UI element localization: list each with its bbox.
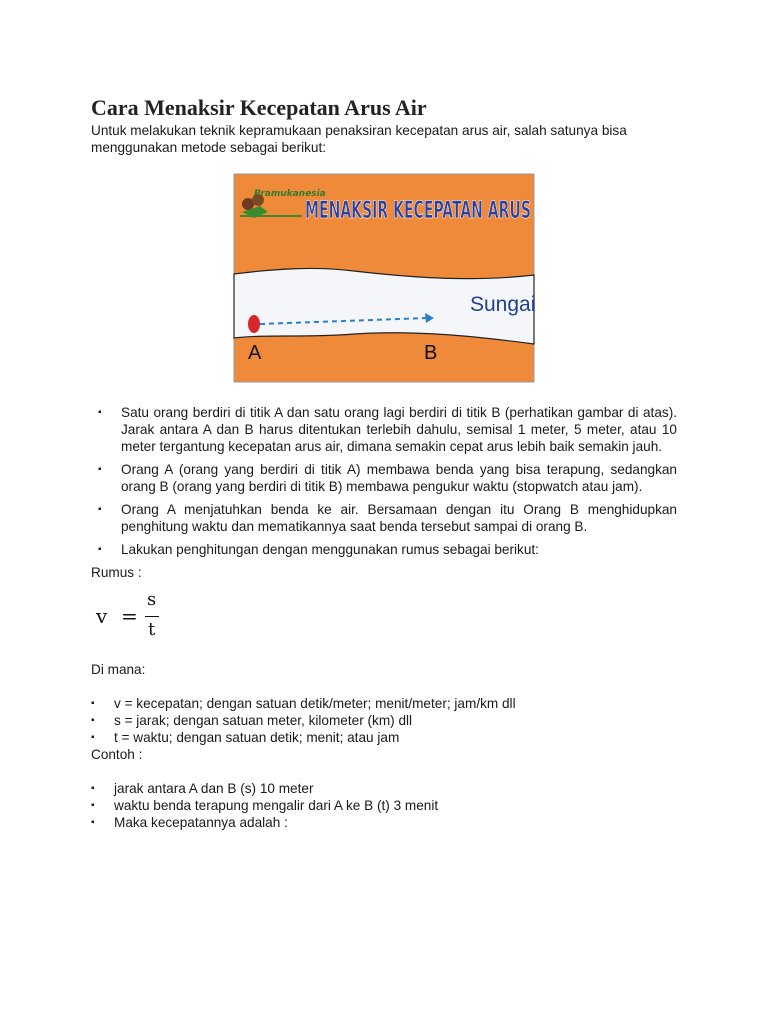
bullet-icon: ▪ [91,715,95,726]
steps-list [91,404,677,558]
bullet-icon: ▪ [91,783,95,794]
rumus-label: Rumus : [91,565,142,580]
bullet-icon: ▪ [91,732,95,743]
dimana-label: Di mana: [91,662,146,677]
list-item [91,712,677,729]
example-text: waktu benda terapung mengalir dari A ke B (t) 3 menit [114,798,439,813]
example-text: jarak antara A dan B (s) 10 meter [114,781,314,796]
intro-paragraph: Untuk melakukan teknik kepramukaan penaksiran kecepatan arus air, salah satunya bisa menggunakan metode sebagai berikut: [91,123,627,155]
list-item [91,814,677,831]
page-title: Cara Menaksir Kecepatan Arus Air [91,95,427,120]
velocity-formula [91,585,677,649]
bullet-icon: ▪ [91,698,95,709]
point-a-label: A [248,342,262,364]
bullet-icon: ▪ [98,407,102,418]
list-item [91,541,677,558]
list-item [91,780,677,797]
formula-lhs: v [96,604,108,628]
bullet-icon: ▪ [98,504,102,515]
list-item [91,695,677,712]
bullet-icon: ▪ [98,464,102,475]
definition-text: t = waktu; dengan satuan detik; menit; atau jam [114,730,400,745]
document-page [91,96,677,831]
float-object [248,315,260,333]
formula-denominator: t [148,619,156,640]
formula-equals: = [121,604,138,628]
river-current-illustration [234,174,534,382]
bullet-icon: ▪ [98,544,102,555]
definition-text: v = kecepatan; dengan satuan detik/meter; menit/meter; jam/km dll [114,696,516,711]
list-item [91,404,677,455]
point-b-label: B [424,342,438,364]
list-item [91,729,677,746]
step-text: Lakukan penghitungan dengan menggunakan rumus sebagai berikut: [121,542,539,557]
contoh-label: Contoh : [91,747,143,762]
example-text: Maka kecepatannya adalah : [114,815,288,830]
definitions-list [91,695,677,746]
step-text: Satu orang berdiri di titik A dan satu orang lagi berdiri di titik B (perhatikan gambar di atas). Jarak antara A dan B harus ditentukan terlebih dahulu, semisal 1 meter, 5 meter, atau 10 meter tergantung kecepatan arus air, dimana semakin cepat arus lebih baik semakin jauh. [121,405,677,454]
fraction-bar [145,616,159,617]
step-text: Orang A menjatuhkan benda ke air. Bersamaan dengan itu Orang B menghidupkan penghitung waktu dan mematikannya saat benda tersebut sampai di orang B. [121,502,677,534]
river-label: Sungai [470,293,536,316]
examples-list [91,780,677,831]
bullet-icon: ▪ [91,817,95,828]
logo-text: Pramukanesia [254,189,326,199]
bullet-icon: ▪ [91,800,95,811]
list-item [91,461,677,495]
step-text: Orang A (orang yang berdiri di titik A) membawa benda yang bisa terapung, sedangkan orang B (orang yang berdiri di titik B) membawa pengukur waktu (stopwatch atau jam). [121,462,677,494]
definition-text: s = jarak; dengan satuan meter, kilometer (km) dll [114,713,413,728]
list-item [91,501,677,535]
list-item [91,797,677,814]
banner-title: MENAKSIR KECEPATAN ARUS [305,196,531,224]
formula-numerator: s [147,589,157,610]
